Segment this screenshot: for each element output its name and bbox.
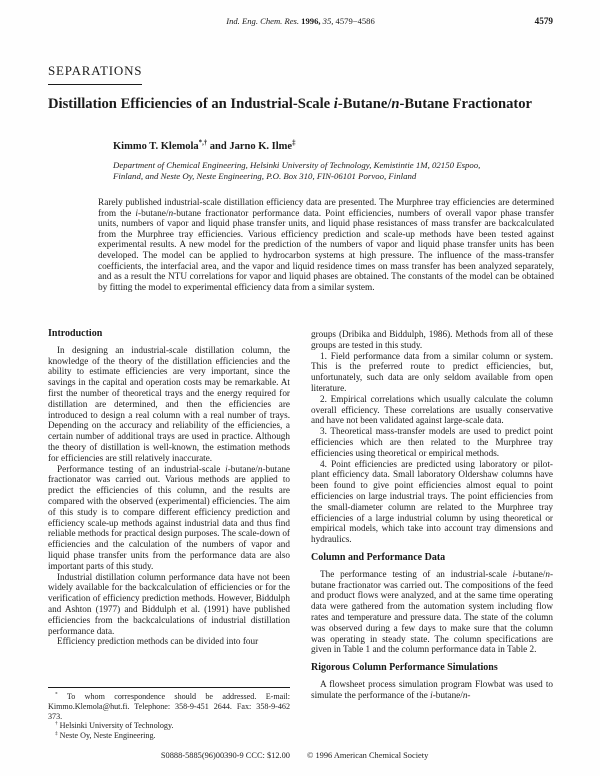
section-banner: SEPARATIONS xyxy=(48,63,142,85)
left-column xyxy=(48,329,290,685)
journal-header xyxy=(48,16,553,26)
intro-paragraph-2: Performance testing of an industrial-scale i-butane/n-butane fractionator was carried out. Various methods are applied to predict the efficiencies of this column, and the results are compared with the observed (experimental) efficiencies. The aim of this study is to compare different efficiency prediction and efficiency scale-up methods against industrial data and thus find reliable methods for practical design purposes. The scale-down of efficiencies and the calculation of the numbers of vapor and liquid phase transfer units from the performance data are also important parts of this study. xyxy=(48,463,290,571)
right-column xyxy=(311,329,553,753)
section-heading-column-data: Column and Performance Data xyxy=(311,551,446,563)
intro-paragraph-3: Industrial distillation column performance data have not been widely available for the backcalculation of efficiencies or for the verification of efficiency prediction methods. However, Biddulph and Ashton (1977) and Biddulph et al. (1991) have published efficiencies from the backcalculations of industrial distillation performance data. xyxy=(48,571,290,636)
authors-line: Kimmo T. Klemola*,† and Jarno K. Ilme‡ xyxy=(113,139,296,152)
page-number: 4579 xyxy=(534,16,553,26)
footnote-affiliation-2: ‡ Neste Oy, Neste Engineering. xyxy=(55,730,156,741)
footer-copyright: © 1996 American Chemical Society xyxy=(307,751,429,760)
continuation-paragraph: groups (Dribika and Biddulph, 1986). Methods from all of these groups are tested in this study. xyxy=(311,329,553,350)
article-title: Distillation Efficiencies of an Industrial-Scale i-Butane/n-Butane Fractionator xyxy=(48,96,533,112)
affiliation-line-2: Finland, and Neste Oy, Neste Engineering, P.O. Box 310, FIN-06101 Porvoo, Finland xyxy=(113,171,417,181)
method-item-1: 1. Field performance data from a similar column or system. This is the preferred route to predict efficiencies, but, unfortunately, such data are only seldom available from open literature. xyxy=(311,350,553,393)
method-item-2: 2. Empirical correlations which usually calculate the column overall efficiency. These correlations are usually conservative and have not been validated against large-scale data. xyxy=(311,393,553,426)
footnote-correspondence: * To whom correspondence should be addressed. E-mail: Kimmo.Klemola@hut.fi. Telephone: 358-9-451 2644. Fax: 358-9-462 373. xyxy=(48,691,290,721)
page-footer xyxy=(48,751,428,760)
simulations-paragraph: A flowsheet process simulation program Flowbat was used to simulate the performance of the i-butane/n- xyxy=(311,678,553,700)
section-heading-introduction: Introduction xyxy=(48,329,103,339)
affiliation-line-1: Department of Chemical Engineering, Helsinki University of Technology, Kemistintie 1M, 02150 Espoo, xyxy=(113,160,481,170)
affiliation xyxy=(113,160,533,182)
footer-document-code: S0888-5885(96)00390-9 CCC: $12.00 xyxy=(160,751,290,760)
journal-citation: Ind. Eng. Chem. Res. 1996, 35, 4579−4586 xyxy=(226,16,375,26)
section-heading-simulations: Rigorous Column Performance Simulations xyxy=(311,662,498,674)
footnotes-block xyxy=(48,687,290,741)
footnote-rule xyxy=(48,687,290,688)
column-data-paragraph: The performance testing of an industrial-scale i-butane/n-butane fractionator was carried out. The compositions of the feed and product flows were analyzed, and at the same time operating data were gathered from the automation system including flow rates and temperature and pressure data. The state of the column was observed during a few days to make sure that the column was operating in steady state. The column specifications are given in Table 1 and the column performance data in Table 2. xyxy=(311,568,553,655)
intro-paragraph-4: Efficiency prediction methods can be divided into four xyxy=(57,636,259,647)
intro-paragraph-1: In designing an industrial-scale distillation column, the knowledge of the theory of the distillation efficiencies and the ability to estimate efficiencies are very important, since the savings in the capital and operation costs may be remarkable. At first the number of theoretical trays and the energy required for distillation are determined, and then the efficiencies are introduced to design a real column with a real number of trays. Depending on the accuracy and reliability of the efficiencies, a certain number of additional trays are used in practice. Although the theory of distillation is well-known, the estimation methods for efficiencies are still relatively inaccurate. xyxy=(48,344,290,463)
method-item-4: 4. Point efficiencies are predicted using laboratory or pilot-plant efficiency data. Small laboratory Oldershaw columns have been found to give point efficiencies almost equal to point efficiencies on large industrial trays. The point efficiencies from the small-diameter column are related to the Murphree tray efficiencies of a large industrial column by using theoretical or empirical models, which take into account tray dimensions and hydraulics. xyxy=(311,458,553,545)
footnote-affiliation-1: † Helsinki University of Technology. xyxy=(55,720,174,731)
abstract-text: Rarely published industrial-scale distillation efficiency data are presented. The Murphree tray efficiencies are determined from the i-butane/n-butane fractionator performance data. Point efficiencies, numbers of overall vapor phase transfer units, numbers of vapor and liquid phase transfer units, and liquid phase resistances of mass transfer are backcalculated from the Murphree tray efficiencies. Various efficiency prediction and scale-up methods have been tested against experimental results. A new model for the prediction of the numbers of vapor and liquid phase transfer units has been developed. The model can be applied to hydrocarbon systems at high pressure. The influence of the mass-transfer coefficients, the interfacial area, and the vapor and liquid residence times on mass transfer has been analyzed separately, and as a result the NTU correlations for vapor and liquid phases are obtained. The constants of the model can be obtained by fitting the model to experimental efficiency data from a similar system. xyxy=(98,198,555,293)
method-item-3: 3. Theoretical mass-transfer models are used to predict point efficiencies which are then related to the Murphree tray efficiencies using theoretical or empirical methods. xyxy=(311,426,553,458)
